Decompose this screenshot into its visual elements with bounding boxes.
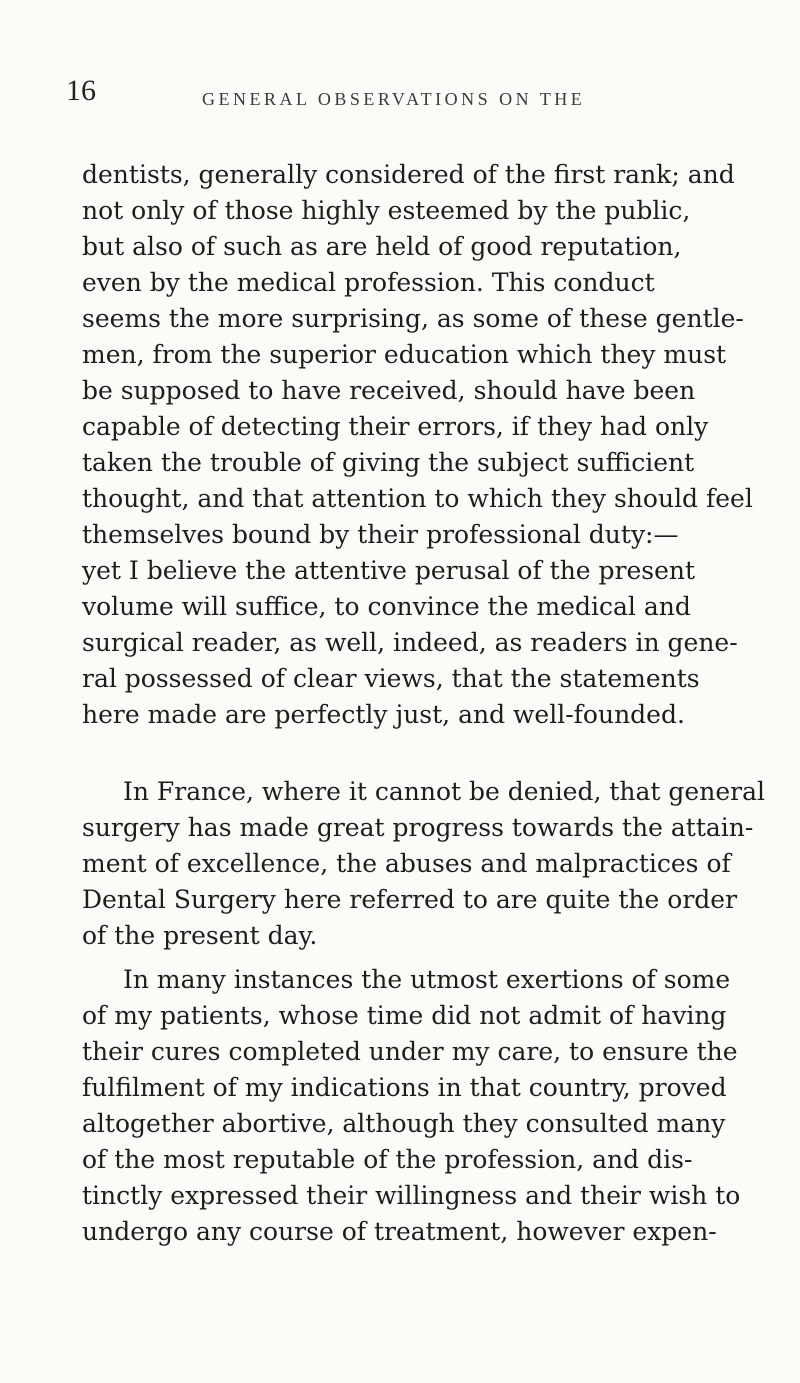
running-head: GENERAL OBSERVATIONS ON THE xyxy=(202,89,586,109)
text-line: surgery has made great progress towards the attain- xyxy=(82,813,754,842)
text-line: tinctly expressed their willingness and their wish to xyxy=(82,1181,741,1210)
text-line: undergo any course of treatment, however expen- xyxy=(82,1217,717,1246)
text-line: surgical reader, as well, indeed, as readers in gene- xyxy=(82,628,738,657)
text-line: themselves bound by their professional duty:— xyxy=(82,520,679,549)
page-number: 16 xyxy=(66,74,96,107)
text-line: In many instances the utmost exertions of some xyxy=(123,965,731,994)
text-line: ral possessed of clear views, that the statements xyxy=(82,664,700,693)
text-line: thought, and that attention to which they should feel xyxy=(82,484,753,513)
text-line: not only of those highly esteemed by the public, xyxy=(82,196,691,225)
text-line: here made are perfectly just, and well-founded. xyxy=(82,700,685,729)
text-line: volume will suffice, to convince the medical and xyxy=(82,592,691,621)
text-line: In France, where it cannot be denied, that general xyxy=(123,777,765,806)
text-line: taken the trouble of giving the subject sufficient xyxy=(82,448,695,477)
text-line: Dental Surgery here referred to are quite the order xyxy=(82,885,738,914)
text-line: yet I believe the attentive perusal of the present xyxy=(82,556,696,585)
text-line: of the present day. xyxy=(82,921,318,950)
text-line: men, from the superior education which they must xyxy=(82,340,727,369)
text-line: even by the medical profession. This conduct xyxy=(82,268,655,297)
text-line: but also of such as are held of good reputation, xyxy=(82,232,682,261)
text-line: be supposed to have received, should have been xyxy=(82,376,696,405)
text-line: capable of detecting their errors, if they had only xyxy=(82,412,709,441)
text-line: altogether abortive, although they consulted many xyxy=(82,1109,726,1138)
text-line: of my patients, whose time did not admit of having xyxy=(82,1001,727,1030)
text-line: of the most reputable of the profession, and dis- xyxy=(82,1145,693,1174)
text-line: dentists, generally considered of the first rank; and xyxy=(82,160,735,189)
text-line: fulfilment of my indications in that country, proved xyxy=(82,1073,727,1102)
text-line: their cures completed under my care, to ensure the xyxy=(82,1037,738,1066)
text-line: seems the more surprising, as some of these gentle- xyxy=(82,304,744,333)
text-line: ment of excellence, the abuses and malpractices of xyxy=(82,849,731,878)
